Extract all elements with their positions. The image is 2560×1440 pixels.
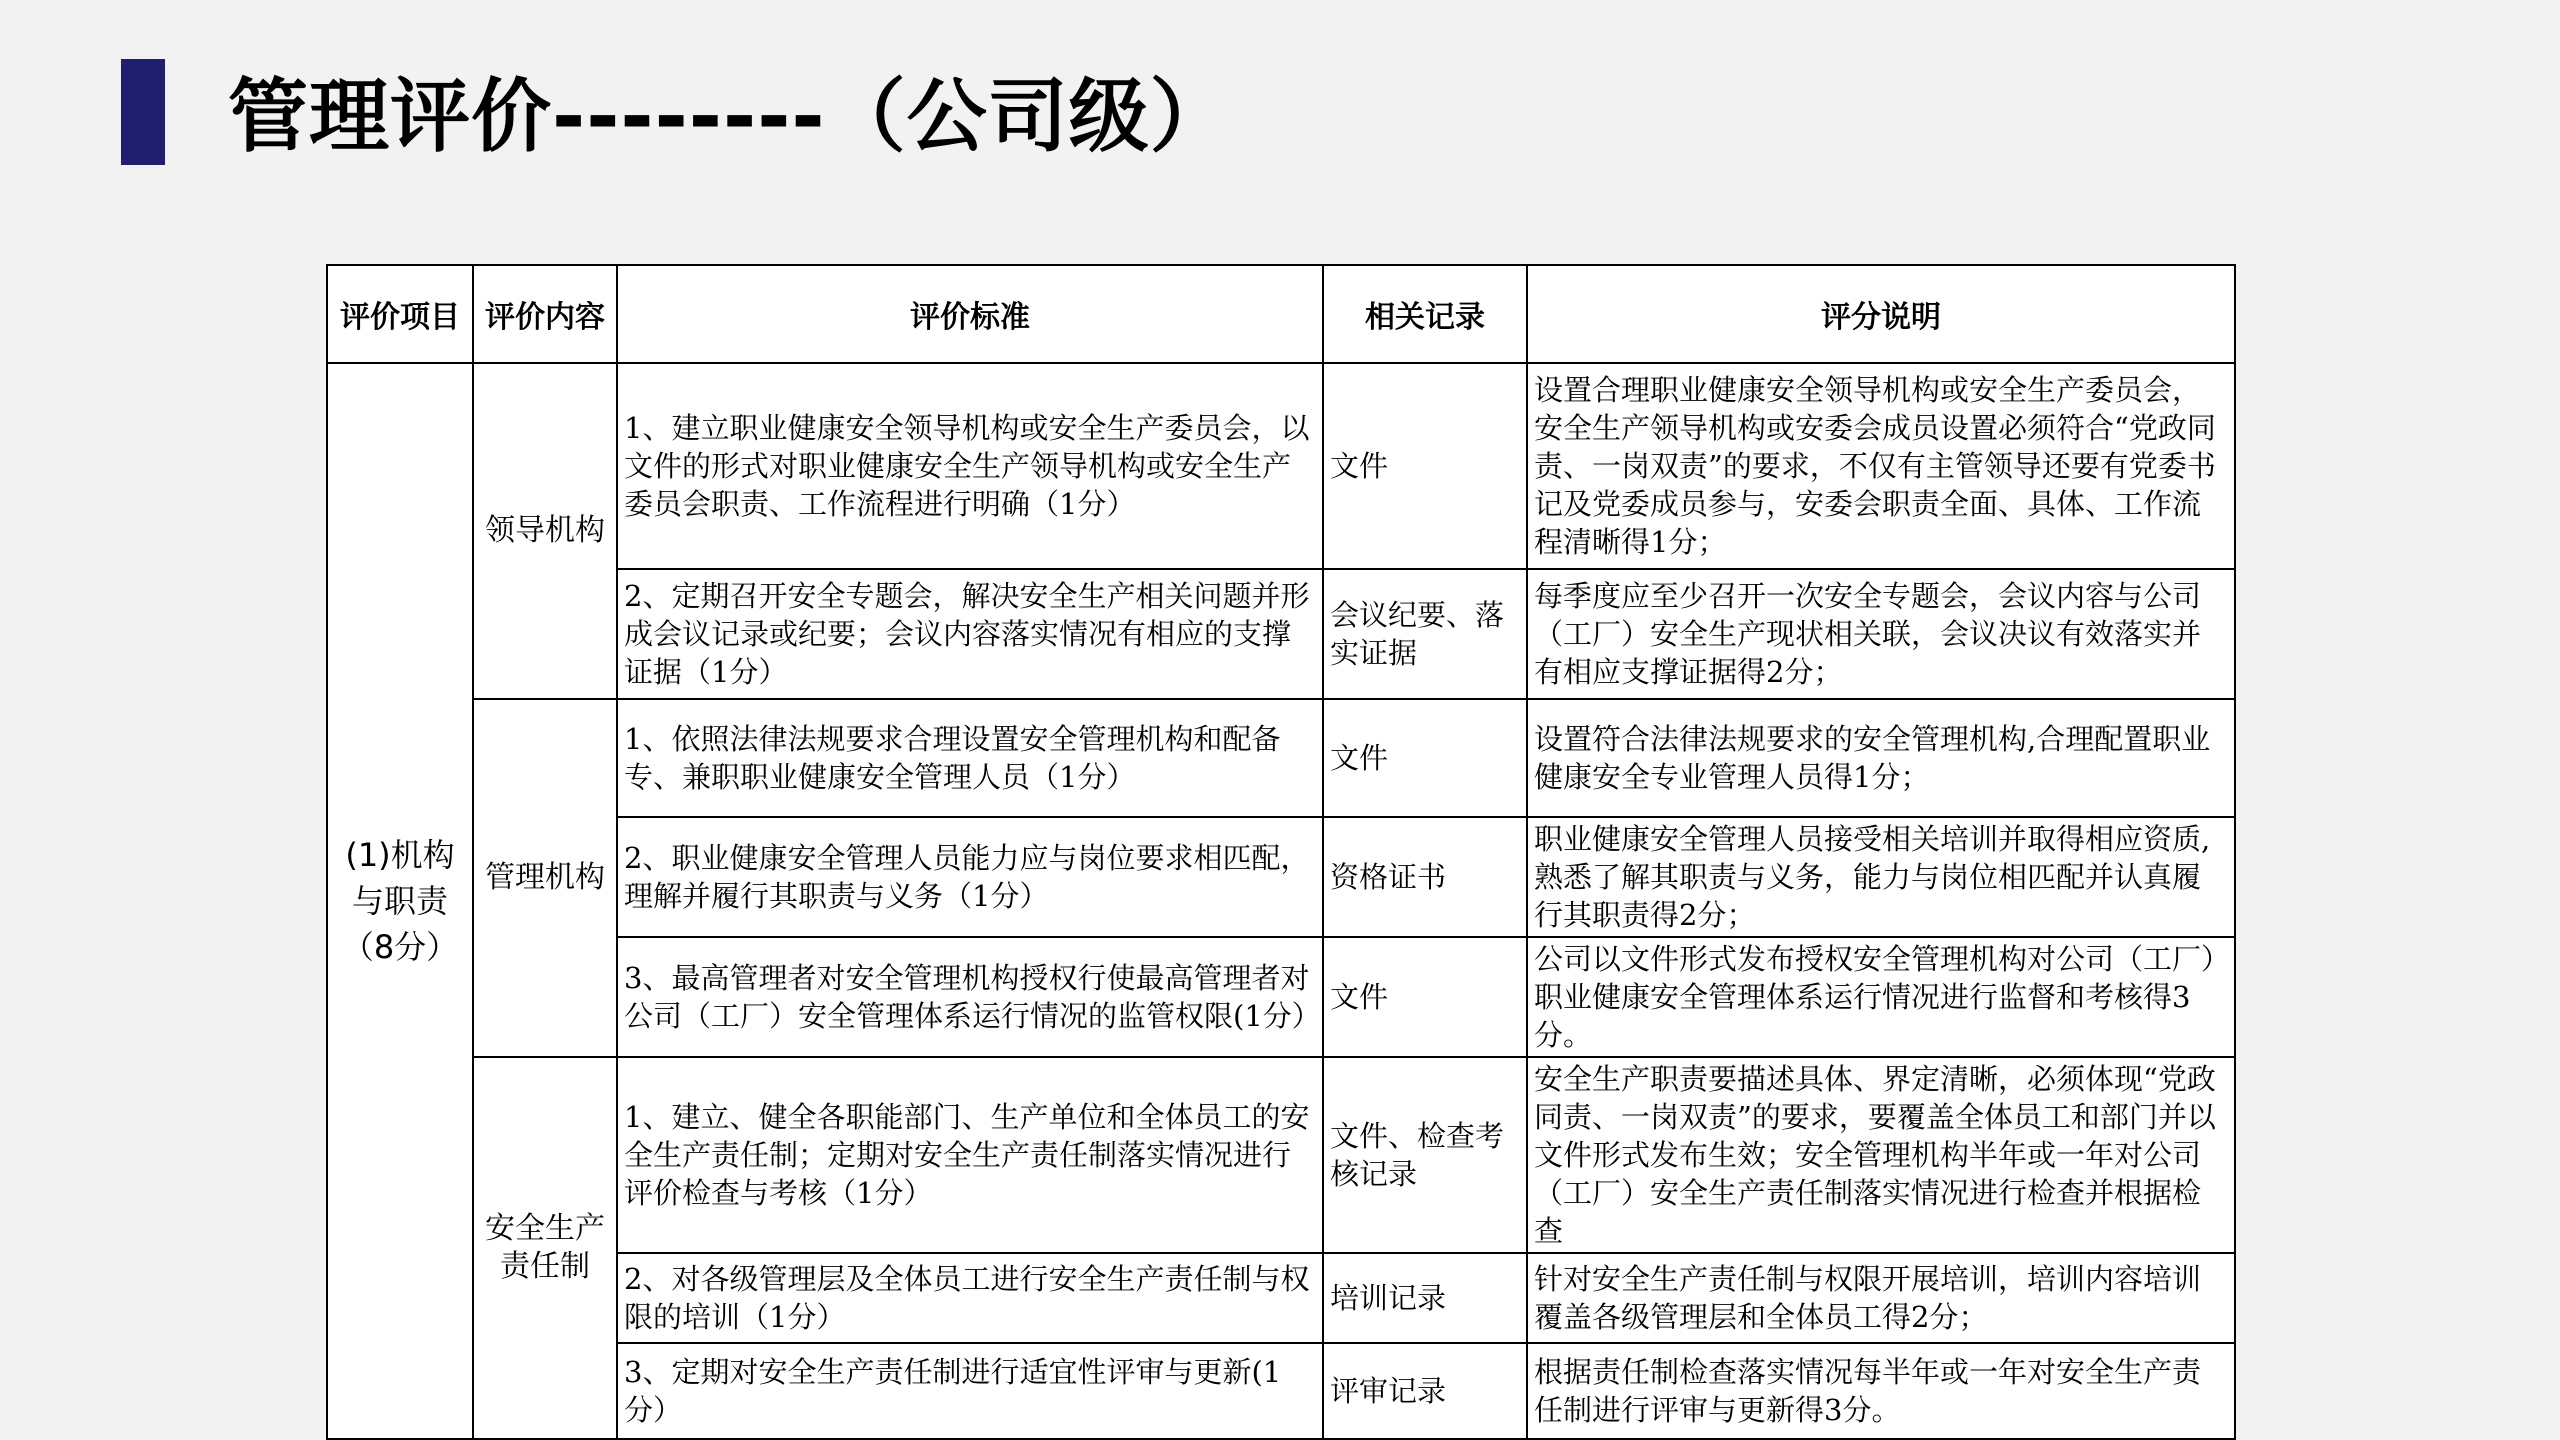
record-cell: 文件 [1323, 699, 1527, 817]
content-cell-leadership: 领导机构 [473, 363, 617, 699]
note-cell: 根据责任制检查落实情况每半年或一年对安全生产责任制进行评审与更新得3分。 [1527, 1343, 2235, 1439]
content-cell-responsibility: 安全生产责任制 [473, 1057, 617, 1439]
record-cell: 会议纪要、落实证据 [1323, 569, 1527, 699]
note-cell: 公司以文件形式发布授权安全管理机构对公司（工厂）职业健康安全管理体系运行情况进行监督和考核得3分。 [1527, 937, 2235, 1057]
standard-cell: 1、建立职业健康安全领导机构或安全生产委员会，以文件的形式对职业健康安全生产领导机构或安全生产委员会职责、工作流程进行明确（1分） [617, 363, 1323, 569]
record-cell: 评审记录 [1323, 1343, 1527, 1439]
record-cell: 资格证书 [1323, 817, 1527, 937]
header-note: 评分说明 [1527, 265, 2235, 363]
evaluation-item-cell: (1)机构与职责（8分） [327, 363, 473, 1439]
note-cell: 每季度应至少召开一次安全专题会，会议内容与公司（工厂）安全生产现状相关联，会议决议有效落实并有相应支撑证据得2分； [1527, 569, 2235, 699]
header-item: 评价项目 [327, 265, 473, 363]
record-cell: 文件 [1323, 363, 1527, 569]
standard-cell: 2、定期召开安全专题会，解决安全生产相关问题并形成会议记录或纪要；会议内容落实情况有相应的支撑证据（1分） [617, 569, 1323, 699]
standard-cell: 2、对各级管理层及全体员工进行安全生产责任制与权限的培训（1分） [617, 1253, 1323, 1343]
table-header-row [327, 265, 2235, 363]
header-record: 相关记录 [1323, 265, 1527, 363]
note-cell: 职业健康安全管理人员接受相关培训并取得相应资质,熟悉了解其职责与义务，能力与岗位相匹配并认真履行其职责得2分； [1527, 817, 2235, 937]
title-accent-bar [121, 59, 165, 165]
table-row [327, 363, 2235, 569]
evaluation-table [326, 264, 2236, 1440]
note-cell: 安全生产职责要描述具体、界定清晰，必须体现“党政同责、一岗双责”的要求，要覆盖全体员工和部门并以文件形式发布生效；安全管理机构半年或一年对公司（工厂）安全生产责任制落实情况进行检查并根据检查 [1527, 1057, 2235, 1253]
standard-cell: 1、依照法律法规要求合理设置安全管理机构和配备专、兼职职业健康安全管理人员（1分） [617, 699, 1323, 817]
header-standard: 评价标准 [617, 265, 1323, 363]
evaluation-table-container [326, 264, 2234, 1427]
table-row [327, 1057, 2235, 1253]
record-cell: 文件、检查考核记录 [1323, 1057, 1527, 1253]
record-cell: 文件 [1323, 937, 1527, 1057]
note-cell: 针对安全生产责任制与权限开展培训，培训内容培训覆盖各级管理层和全体员工得2分； [1527, 1253, 2235, 1343]
standard-cell: 2、职业健康安全管理人员能力应与岗位要求相匹配，理解并履行其职责与义务（1分） [617, 817, 1323, 937]
header-content: 评价内容 [473, 265, 617, 363]
standard-cell: 3、最高管理者对安全管理机构授权行使最高管理者对公司（工厂）安全管理体系运行情况的监管权限(1分） [617, 937, 1323, 1057]
page-title: 管理评价--------（公司级） [228, 70, 1231, 163]
note-cell: 设置符合法律法规要求的安全管理机构,合理配置职业健康安全专业管理人员得1分； [1527, 699, 2235, 817]
note-cell: 设置合理职业健康安全领导机构或安全生产委员会，安全生产领导机构或安委会成员设置必须符合“党政同责、一岗双责”的要求，不仅有主管领导还要有党委书记及党委成员参与，安委会职责全面、具体、工作流程清晰得1分； [1527, 363, 2235, 569]
content-cell-management: 管理机构 [473, 699, 617, 1057]
standard-cell: 3、定期对安全生产责任制进行适宜性评审与更新(1分） [617, 1343, 1323, 1439]
standard-cell: 1、建立、健全各职能部门、生产单位和全体员工的安全生产责任制；定期对安全生产责任制落实情况进行评价检查与考核（1分） [617, 1057, 1323, 1253]
table-row [327, 699, 2235, 817]
record-cell: 培训记录 [1323, 1253, 1527, 1343]
